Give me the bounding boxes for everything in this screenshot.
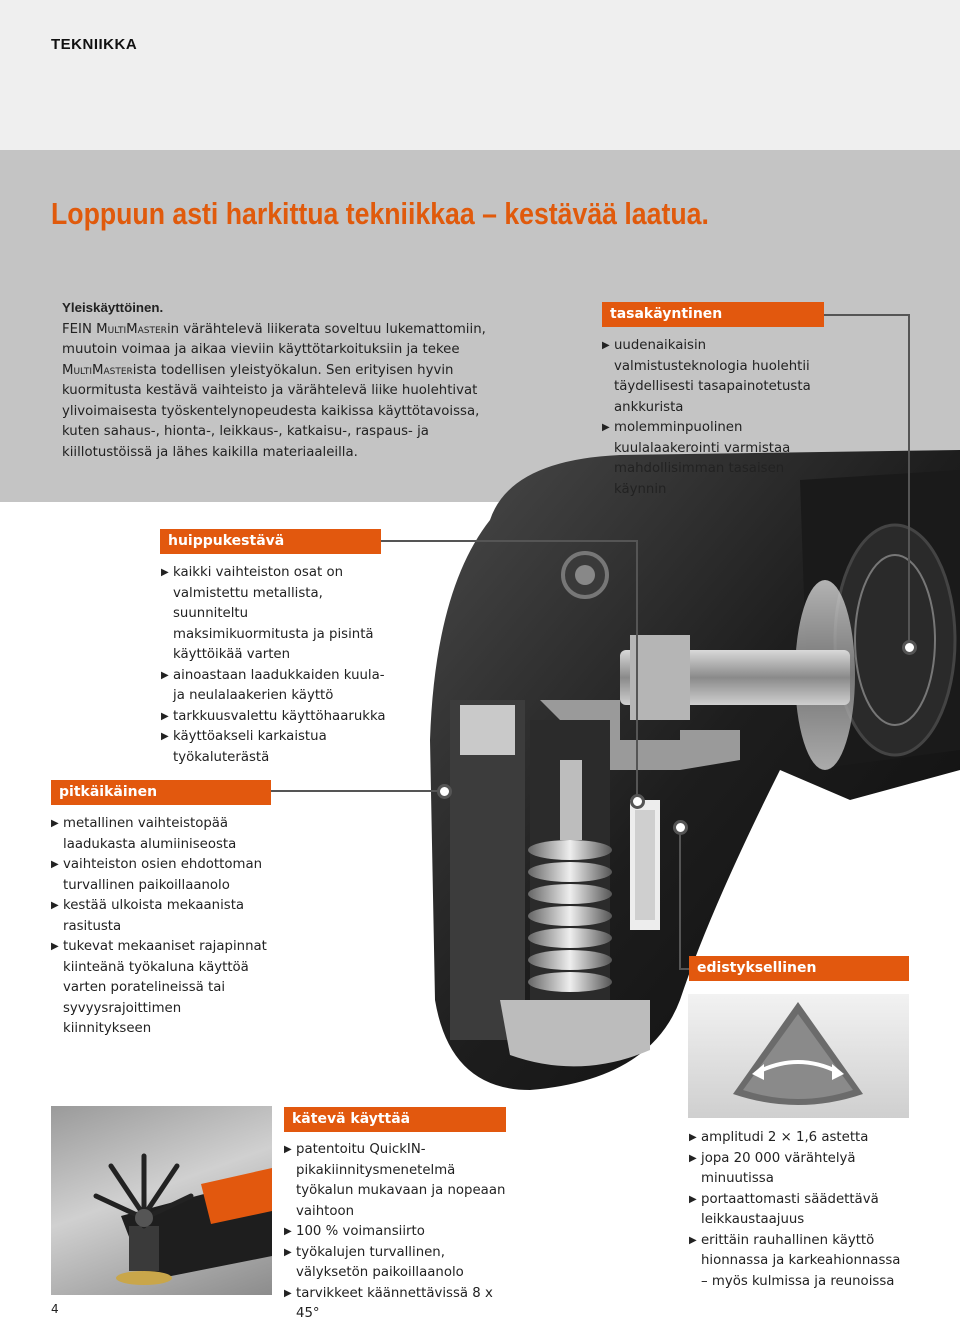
list-item: ▶ metallinen vaihteistopää laadukasta alumiiniseosta xyxy=(51,814,273,855)
quickin-graphic xyxy=(51,1106,272,1295)
callout-title-tasakayntinen: tasakäyntinen xyxy=(602,302,824,327)
callout-marker xyxy=(630,794,645,809)
callout-title-huippukestava: huippukestävä xyxy=(160,529,381,554)
product-name: MultiMaster xyxy=(62,362,133,378)
list-item: ▶ työkalujen turvallinen, välyksetön paikoillaanolo xyxy=(284,1243,510,1284)
section-tag: TEKNIIKKA xyxy=(51,36,138,53)
product-name: MultiMaster xyxy=(96,321,167,337)
list-item: ▶ tarkkuusvalettu käyttöhaarukka xyxy=(161,707,386,728)
page-title: Loppuun asti harkittua tekniikkaa – kestävää laatua. xyxy=(51,196,709,231)
callout-tasakayntinen xyxy=(602,336,832,500)
callout-title-kateva: kätevä käyttää xyxy=(284,1107,506,1132)
callout-marker xyxy=(902,640,917,655)
intro-lead: Yleiskäyttöinen. xyxy=(62,300,164,315)
leader-line-edistyksellinen xyxy=(679,968,689,970)
callout-pitkaikainen xyxy=(51,814,273,1040)
leader-line-tasakayntinen xyxy=(824,314,910,316)
callout-kateva xyxy=(284,1140,510,1325)
intro-text: ista todellisen yleistyökalun. Sen erityisen hyvin kuormitusta kestävä vaihteisto ja värähtelevä liike huolehtivat ylivoimaisesta työskentelynopeudesta kaikissa käyttötavoissa, kuten sahaus-, hionta-, leikkaus-, katkaisu-, raspaus- ja kiillotustöissä ja lähes kaikilla materiaaleilla. xyxy=(62,362,480,460)
leader-line-edistyksellinen xyxy=(679,826,681,970)
callout-edistyksellinen xyxy=(689,1128,909,1292)
list-item: ▶ tukevat mekaaniset rajapinnat kiinteänä työkaluna käyttöä varten poratelineissä tai syvyysrajoittimen kiinnitykseen xyxy=(51,937,273,1040)
page-number: 4 xyxy=(51,1302,59,1316)
list-item: ▶ käyttöakseli karkaistua työkaluterästä xyxy=(161,727,386,768)
callout-marker xyxy=(673,820,688,835)
leader-line-pitkaikainen xyxy=(271,790,441,792)
list-item: ▶ tarvikkeet käännettävissä 8 x 45° xyxy=(284,1284,510,1325)
leader-line-tasakayntinen xyxy=(908,314,910,646)
list-item: ▶ kaikki vaihteiston osat on valmistettu metallista, suunniteltu maksimikuormitusta ja pisintä käyttöikää varten xyxy=(161,563,386,666)
list-item: ▶ ainoastaan laadukkaiden kuula- ja neulalaakerien käyttö xyxy=(161,666,386,707)
top-band xyxy=(0,0,960,150)
list-item: ▶ 100 % voimansiirto xyxy=(284,1222,510,1243)
list-item: ▶ amplitudi 2 × 1,6 astetta xyxy=(689,1128,909,1149)
list-item: ▶ molemminpuolinen kuulalaakerointi varmistaa mahdollisimman tasaisen käynnin xyxy=(602,418,832,500)
callout-title-pitkaikainen: pitkäikäinen xyxy=(51,780,271,805)
sanding-pad-graphic xyxy=(688,994,909,1118)
quickin-photo xyxy=(51,1106,272,1295)
list-item: ▶ portaattomasti säädettävä leikkaustaajuus xyxy=(689,1190,909,1231)
callout-huippukestava xyxy=(161,563,386,768)
intro-text: in värähtelevä liikerata soveltuu lukemattomiin, muutoin voimaa ja aikaa vieviin käyttötarkoituksiin ja tekee xyxy=(62,321,486,357)
leader-line-huippukestava xyxy=(636,540,638,798)
list-item: ▶ erittäin rauhallinen käyttö hionnassa ja karkeahionnassa – myös kulmissa ja reunoissa xyxy=(689,1231,909,1293)
callout-title-edistyksellinen: edistyksellinen xyxy=(689,956,909,981)
sanding-pad-image xyxy=(688,994,909,1118)
list-item: ▶ kestää ulkoista mekaanista rasitusta xyxy=(51,896,273,937)
intro-paragraph xyxy=(62,298,512,463)
list-item: ▶ uudenaikaisin valmistusteknologia huolehtii täydellisesti tasapainotetusta ankkurista xyxy=(602,336,832,418)
callout-marker xyxy=(437,784,452,799)
leader-line-huippukestava xyxy=(381,540,638,542)
list-item: ▶ patentoitu QuickIN-pikakiinnitysmenetelmä työkalun mukavaan ja nopeaan vaihtoon xyxy=(284,1140,510,1222)
list-item: ▶ vaihteiston osien ehdottoman turvallinen paikoillaanolo xyxy=(51,855,273,896)
intro-text: FEIN xyxy=(62,321,97,337)
list-item: ▶ jopa 20 000 värähtelyä minuutissa xyxy=(689,1149,909,1190)
